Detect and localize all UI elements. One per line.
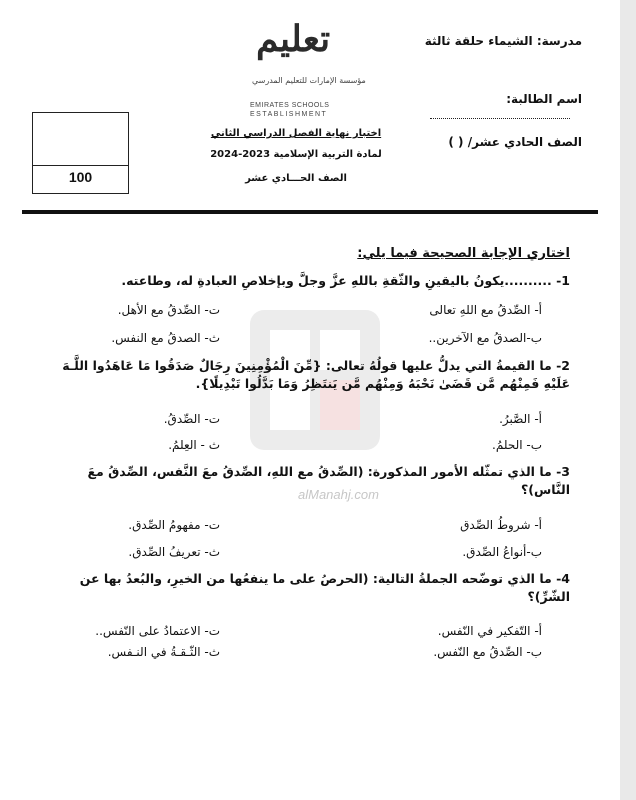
q3-option-a[interactable]: أ- شروطُ الصِّدق <box>460 518 542 532</box>
logo-subtitle-english-1: EMIRATES SCHOOLS <box>250 102 330 109</box>
q1-option-b[interactable]: ب-الصدقُ مع الآخرين.. <box>428 331 542 345</box>
q2-option-a[interactable]: أ- الصَّبرُ. <box>499 412 542 426</box>
logo-subtitle-arabic: مؤسسة الإمارات للتعليم المدرسي <box>252 76 366 85</box>
q4-option-b[interactable]: ب- الصِّدقُ مع النّفس. <box>433 645 542 659</box>
question-2: 2- ما القيمةُ التي يدلُّ عليها قولُهُ تعالى: {مِّنَ الْمُؤْمِنِينَ رِجَالٌ صَدَقُوا مَا عَاهَدُوا اللَّـهَ عَلَيْهِ فَمِنْهُم مَّن قَضَىٰ نَحْبَهُ وَمِنْهُم مَّن يَنتَظِرُ وَمَا بَدَّلُوا تَبْدِيلًا}. <box>62 358 570 392</box>
taaleem-logo: تعليم <box>256 18 331 60</box>
exam-subject: لمادة التربية الإسلامية 2023-2024 <box>210 149 382 160</box>
q2-option-b[interactable]: ب- الحلمُ. <box>492 438 542 452</box>
watermark-text: alManahj.com <box>298 487 379 502</box>
q4-option-c[interactable]: ت- الاعتمادُ على النّفس.. <box>95 624 220 638</box>
q1-option-c[interactable]: ت- الصِّدقُ مع الأهل. <box>117 303 220 317</box>
q2-option-d[interactable]: ث - العِلمُ. <box>168 438 220 452</box>
exam-class: الصف الحـــادي عشر <box>245 173 347 184</box>
student-name-dotted-line <box>430 110 570 119</box>
header-divider <box>22 210 598 214</box>
exam-title: اختبار نهاية الفصل الدراسي الثاني <box>210 128 382 139</box>
logo-subtitle-english-2: ESTABLISHMENT <box>250 111 328 118</box>
question-3: 3- ما الذي تمثّله الأمور المذكورة: (الصِّدقُ مع اللهِ، الصِّدقُ معَ النَّفس، الصِّدقُ معَ النَّاس)؟ <box>87 464 570 498</box>
q4-option-d[interactable]: ث- الثّـقـةُ في النـفس. <box>107 645 220 659</box>
instructions: اختاري الإجابة الصحيحة فيما يلي: <box>357 246 570 261</box>
q3-option-b[interactable]: ب-أنواعُ الصِّدق. <box>462 545 542 559</box>
q4-option-a[interactable]: أ- التّفكير في النّفس. <box>437 624 542 638</box>
page-edge-strip <box>620 0 636 800</box>
question-1: 1- ..........يكونُ باليقينِ والثّقةِ باللهِ عزَّ وجلَّ وبإخلاصِ العبادةِ له، وطاعته. <box>121 273 570 288</box>
q3-option-d[interactable]: ث- تعريفُ الصِّدق. <box>128 545 220 559</box>
q2-option-c[interactable]: ت- الصِّدقُ. <box>163 412 220 426</box>
score-box <box>32 112 129 194</box>
grade-line: الصف الحادي عشر/ ( ) <box>448 135 582 149</box>
school-name: مدرسة: الشيماء حلقة ثالثة <box>424 34 582 48</box>
question-4: 4- ما الذي توضّحه الجملةُ التالية: (الحرصُ على ما ينفعُها من الخيرِ، والبُعدُ بها عن الشّرِّ)؟ <box>79 571 570 605</box>
score-divider <box>33 165 128 166</box>
q1-option-a[interactable]: أ- الصِّدقُ مع اللهِ تعالى <box>429 303 542 317</box>
student-name-label: اسم الطالبة: <box>506 92 582 106</box>
q3-option-c[interactable]: ت- مفهومُ الصِّدق. <box>128 518 220 532</box>
score-value: 100 <box>68 169 93 185</box>
q1-option-d[interactable]: ث- الصدقُ مع النفس. <box>111 331 220 345</box>
